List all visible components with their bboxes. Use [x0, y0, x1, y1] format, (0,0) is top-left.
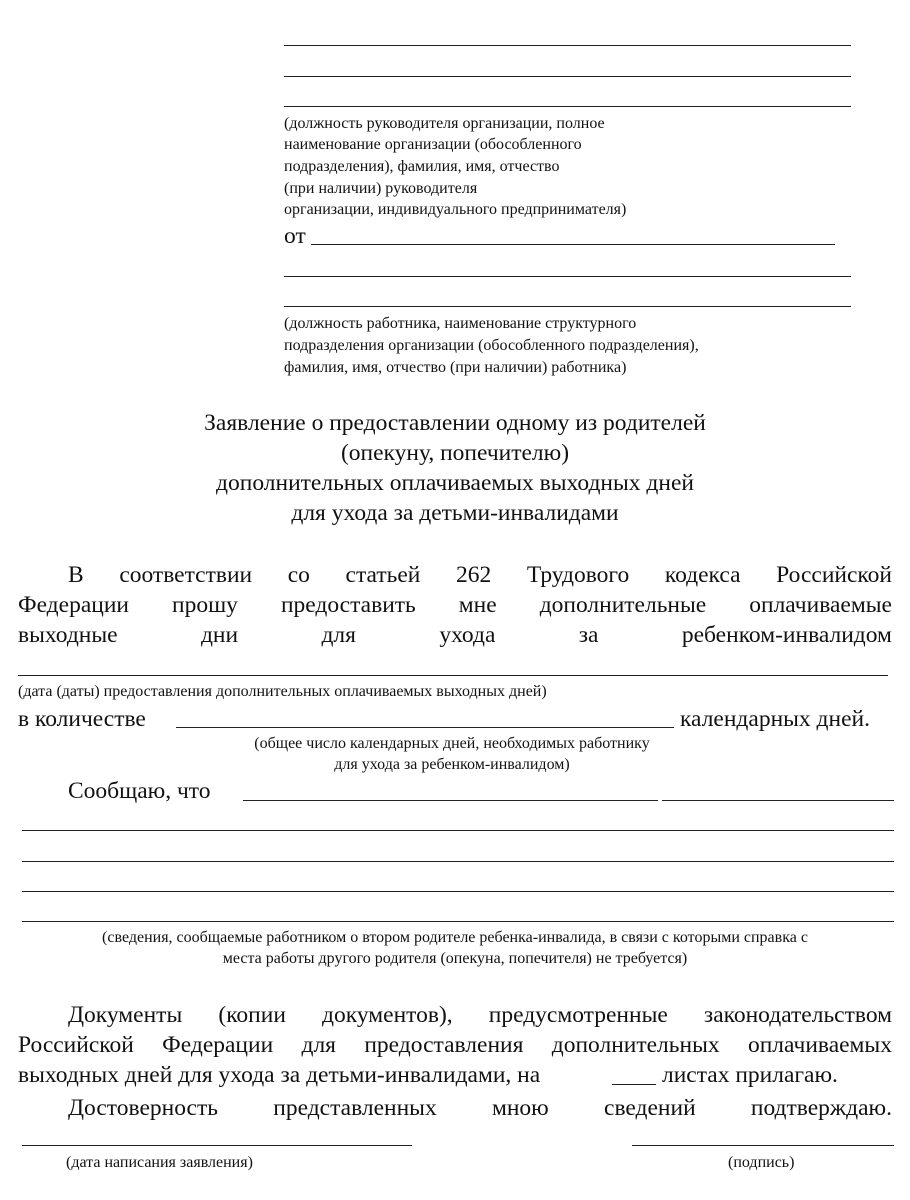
word: (копии: [218, 1002, 286, 1028]
word: Российской: [18, 1032, 134, 1058]
word: для: [301, 1032, 336, 1058]
quantity-caption-line: (общее число календарных дней, необходимых работнику: [254, 735, 650, 752]
word: ребенком-инвалидом: [681, 622, 892, 648]
word: за: [578, 622, 599, 648]
employee-caption-line: фамилия, имя, отчество (при наличии) работника): [284, 359, 627, 376]
date-written-caption: (дата написания заявления): [66, 1154, 253, 1171]
inform-label: Сообщаю, что: [68, 778, 211, 804]
docs-line-3-prefix: выходных дней для ухода за детьми-инвалидами, на: [18, 1062, 541, 1088]
word: подтверждаю.: [750, 1095, 892, 1121]
word: предоставить: [280, 592, 416, 618]
paragraph-line-2: [18, 590, 892, 620]
word: мне: [458, 592, 497, 618]
quantity-suffix: календарных дней.: [680, 706, 870, 732]
word: представленных: [273, 1095, 437, 1121]
sheet-count-line[interactable]: [612, 1084, 656, 1085]
word: ухода: [439, 622, 496, 648]
word: дополнительные: [539, 592, 707, 618]
from-label: от: [284, 223, 306, 249]
word: предусмотренные: [488, 1002, 668, 1028]
word: 262: [455, 562, 492, 588]
info-line-2[interactable]: [22, 861, 894, 862]
docs-line-1: [68, 1000, 892, 1030]
title-line: для ухода за детьми-инвалидами: [291, 500, 619, 526]
inform-line-a[interactable]: [243, 800, 658, 801]
quantity-caption-line: для ухода за ребенком-инвалидом): [334, 756, 570, 773]
word: оплачиваемых: [747, 1032, 892, 1058]
word: соответствии: [119, 562, 253, 588]
docs-line-2: [18, 1030, 892, 1060]
employee-caption-line: (должность работника, наименование структурного: [284, 315, 637, 332]
signature-line[interactable]: [632, 1145, 894, 1146]
employer-caption-line: подразделения), фамилия, имя, отчество: [284, 158, 560, 175]
docs-line-3-suffix: листах прилагаю.: [662, 1062, 838, 1088]
title-line: (опекуну, попечителю): [340, 440, 570, 466]
employer-caption-line: (должность руководителя организации, полное: [284, 115, 605, 132]
employer-line-3[interactable]: [284, 106, 851, 107]
employer-caption-line: наименование организации (обособленного: [284, 136, 582, 153]
confirm-line: [68, 1093, 892, 1123]
word: кодекса: [664, 562, 741, 588]
employer-caption-line: организации, индивидуального предпринимателя): [284, 201, 627, 218]
word: выходные: [18, 622, 118, 648]
employee-line-2[interactable]: [284, 276, 851, 277]
title-line: Заявление о предоставлении одному из родителей: [204, 410, 706, 436]
word: сведений: [604, 1095, 696, 1121]
info-caption-line: (сведения, сообщаемые работником о втором родителе ребенка-инвалида, в связи с которыми справка с: [102, 929, 808, 946]
employer-line-2[interactable]: [284, 76, 851, 77]
employer-line-1[interactable]: [284, 45, 851, 46]
word: для: [321, 622, 356, 648]
employer-caption-line: (при наличии) руководителя: [284, 180, 478, 197]
word: дополнительных: [551, 1032, 720, 1058]
paragraph-line-3: [18, 620, 892, 650]
employee-caption-line: подразделения организации (обособленного подразделения),: [284, 337, 699, 354]
employee-line-1[interactable]: [311, 244, 835, 245]
dates-line[interactable]: [18, 675, 888, 676]
info-line-4[interactable]: [22, 921, 894, 922]
word: Федерации: [18, 592, 129, 618]
word: Документы: [68, 1002, 183, 1028]
word: прошу: [172, 592, 238, 618]
word: Федерации: [162, 1032, 274, 1058]
dates-caption: (дата (даты) предоставления дополнительных оплачиваемых выходных дней): [18, 683, 547, 700]
quantity-prefix: в количестве: [18, 706, 146, 732]
word: документов),: [322, 1002, 453, 1028]
word: предоставления: [364, 1032, 524, 1058]
info-caption-line: места работы другого родителя (опекуна, попечителя) не требуется): [222, 950, 688, 967]
word: мною: [491, 1095, 549, 1121]
word: В: [68, 562, 84, 588]
word: статьей: [345, 562, 421, 588]
word: Достоверность: [68, 1095, 218, 1121]
word: Российской: [776, 562, 892, 588]
info-line-1[interactable]: [22, 830, 894, 831]
info-line-3[interactable]: [22, 891, 894, 892]
word: оплачиваемые: [749, 592, 892, 618]
word: законодательством: [703, 1002, 892, 1028]
word: дни: [200, 622, 239, 648]
employee-line-3[interactable]: [284, 306, 851, 307]
word: со: [287, 562, 310, 588]
quantity-words-line[interactable]: [303, 727, 674, 728]
inform-line-b[interactable]: [662, 800, 894, 801]
title-line: дополнительных оплачиваемых выходных дней: [216, 470, 694, 496]
paragraph-line-1: [68, 560, 892, 590]
date-written-line[interactable]: [22, 1145, 412, 1146]
word: Трудового: [526, 562, 630, 588]
quantity-number-line[interactable]: [176, 727, 303, 728]
signature-caption: (подпись): [728, 1154, 795, 1171]
